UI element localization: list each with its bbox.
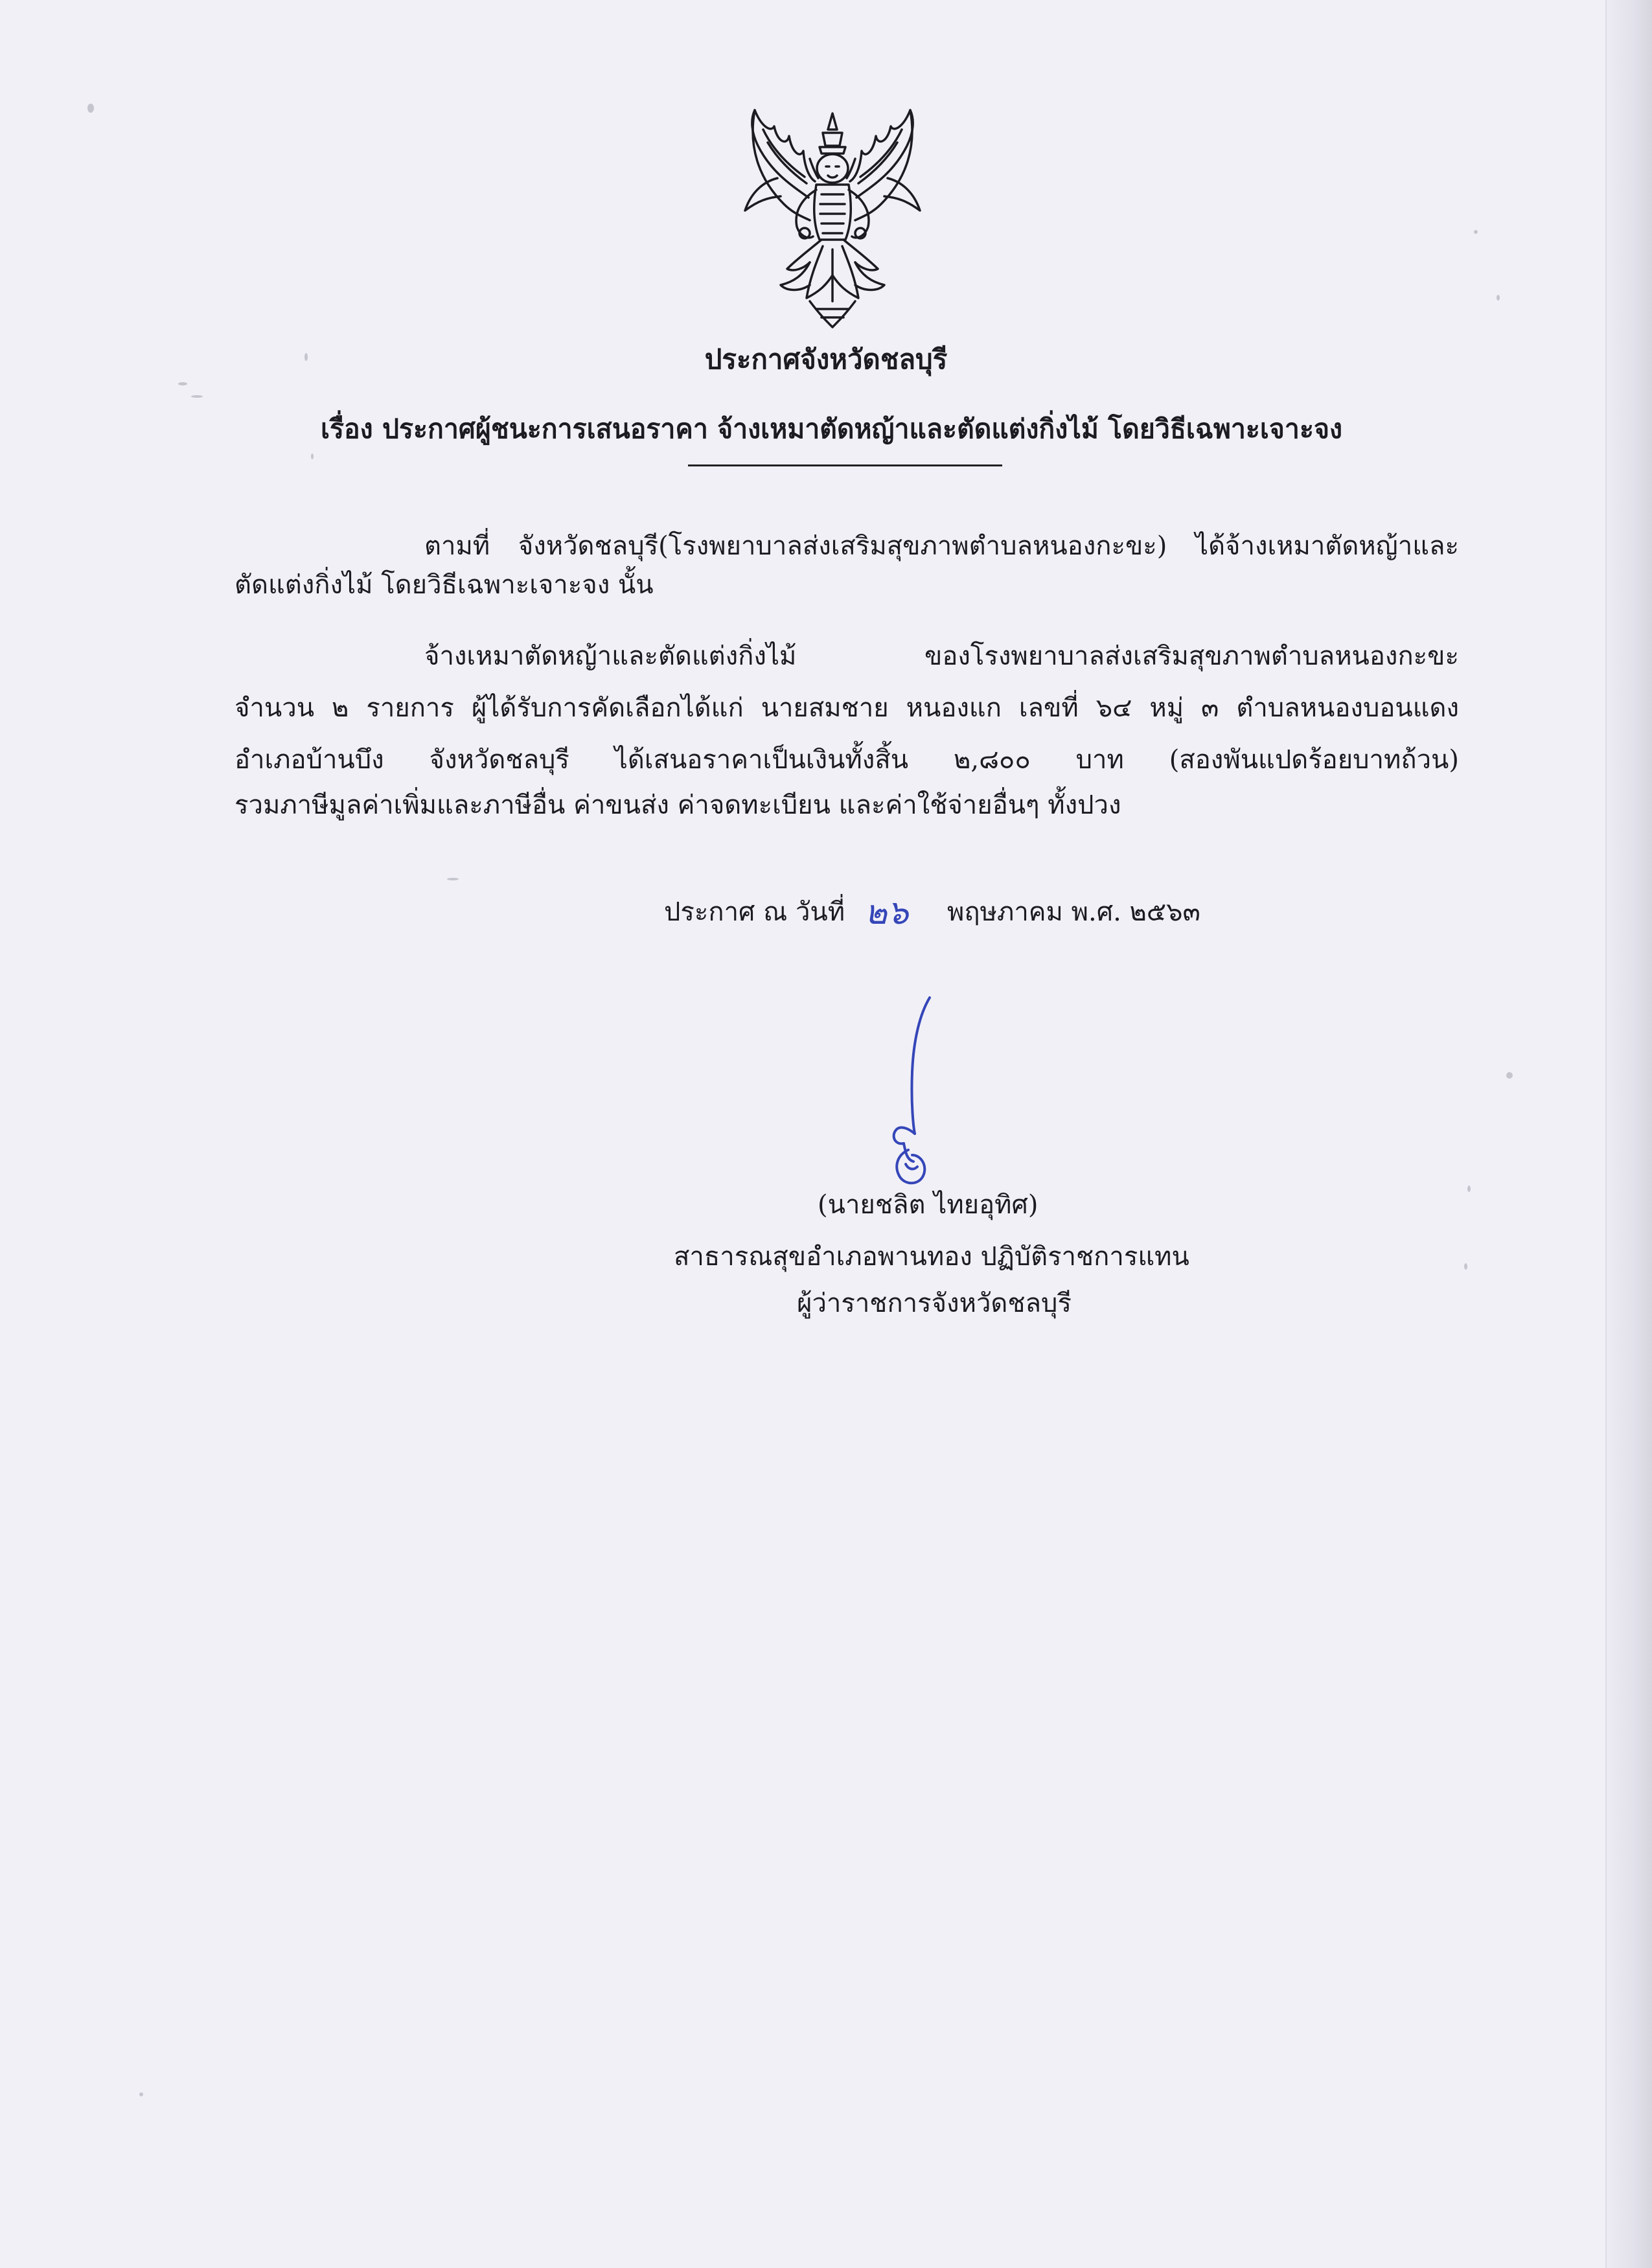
- scan-speck: [139, 2092, 143, 2096]
- paragraph2-line3: อำเภอบ้านบึง จังหวัดชลบุรี ได้เสนอราคาเป็นเงินทั้งสิ้น ๒,๘๐๐ บาท (สองพันแปดร้อยบาทถ้วน): [235, 745, 1459, 775]
- paragraph2-line1: จ้างเหมาตัดหญ้าและตัดแต่งกิ่งไม้ ของโรงพยาบาลส่งเสริมสุขภาพตำบลหนองกะขะ: [424, 641, 1459, 671]
- document-subject: เรื่อง ประกาศผู้ชนะการเสนอราคา จ้างเหมาตัดหญ้าและตัดแต่งกิ่งไม้ โดยวิธีเฉพาะเจาะจง: [321, 413, 1343, 444]
- document-title: ประกาศจังหวัดชลบุรี: [704, 343, 948, 375]
- paragraph2-line2: จำนวน ๒ รายการ ผู้ได้รับการคัดเลือกได้แก่ นายสมชาย หนองแก เลขที่ ๖๔ หมู่ ๓ ตำบลหนองบอนแดง: [235, 693, 1459, 723]
- garuda-emblem-icon: [732, 107, 933, 334]
- paragraph1-line1: ตามที่ จังหวัดชลบุรี(โรงพยาบาลส่งเสริมสุขภาพตำบลหนองกะขะ) ได้จ้างเหมาตัดหญ้าและ: [424, 531, 1459, 561]
- scan-speck: [1464, 1263, 1467, 1270]
- scan-speck: [178, 382, 187, 385]
- scan-speck: [1467, 1186, 1471, 1192]
- scan-speck: [191, 395, 203, 398]
- announcement-date-prefix: ประกาศ ณ วันที่: [664, 897, 845, 927]
- handwritten-signature-icon: [868, 994, 946, 1189]
- paragraph2-line4: รวมภาษีมูลค่าเพิ่มและภาษีอื่น ค่าขนส่ง ค่าจดทะเบียน และค่าใช้จ่ายอื่นๆ ทั้งปวง: [235, 790, 1121, 820]
- handwritten-day: ๒๖: [865, 893, 909, 932]
- subject-underline: [688, 464, 1002, 466]
- signatory-position-line2: ผู้ว่าราชการจังหวัดชลบุรี: [797, 1289, 1072, 1318]
- signatory-position-line1: สาธารณสุขอำเภอพานทอง ปฏิบัติราชการแทน: [674, 1242, 1189, 1272]
- scan-speck: [1506, 1072, 1513, 1079]
- paragraph1-line2: ตัดแต่งกิ่งไม้ โดยวิธีเฉพาะเจาะจง นั้น: [235, 570, 654, 600]
- scan-speck: [87, 104, 94, 113]
- announcement-month-year: พฤษภาคม พ.ศ. ๒๕๖๓: [947, 897, 1200, 927]
- scan-speck: [1474, 230, 1478, 234]
- signatory-name: (นายชลิต ไทยอุทิศ): [818, 1190, 1038, 1220]
- scan-speck: [447, 878, 459, 880]
- scan-speck: [311, 453, 314, 459]
- scan-speck: [1497, 295, 1500, 301]
